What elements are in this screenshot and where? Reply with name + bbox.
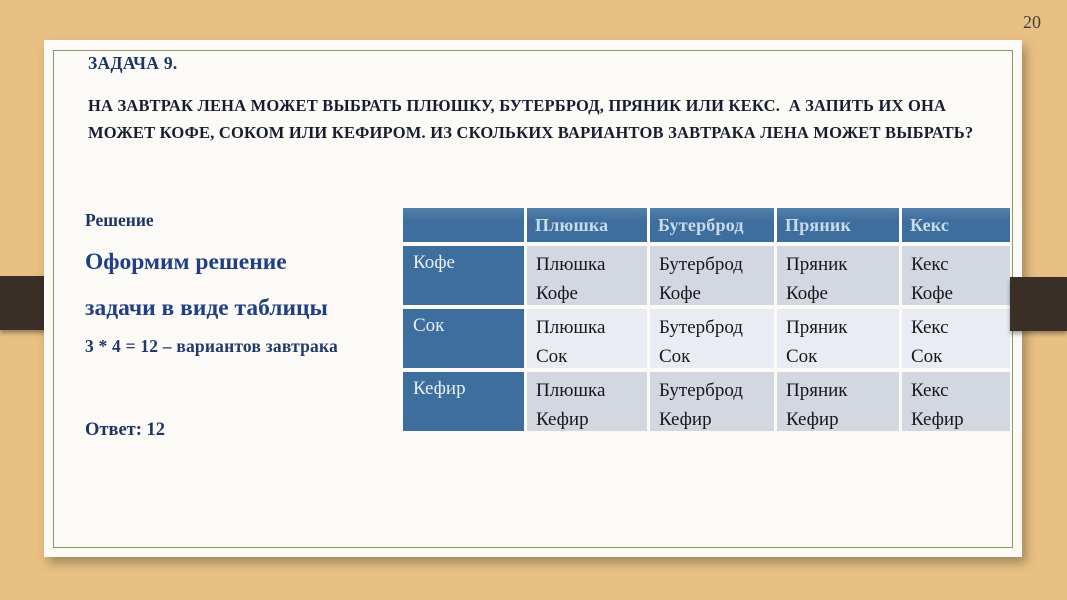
decorative-ribbon-right: [1010, 277, 1067, 331]
table-cell: [902, 246, 1010, 305]
cell-line: Пряник: [786, 380, 848, 401]
table-corner-cell: [403, 208, 524, 242]
cell-line: Сок: [536, 346, 568, 367]
solution-heading-line1: Оформим решение: [85, 249, 287, 275]
page-number: 20: [1023, 12, 1041, 32]
cell-line: Кекс: [911, 380, 949, 401]
column-header-pryanik: Пряник: [777, 208, 899, 242]
answer-text: Ответ: 12: [85, 420, 166, 440]
cell-line: Кофе: [786, 283, 828, 304]
table-cell: [527, 246, 647, 305]
cell-line: Бутерброд: [659, 380, 743, 401]
combinations-table: [403, 208, 1010, 431]
cell-line: Кефир: [786, 409, 839, 430]
row-header-kofe: Кофе: [403, 246, 524, 305]
cell-line: Плюшка: [536, 380, 606, 401]
cell-line: Кекс: [911, 317, 949, 338]
slide-title: ЗАДАЧА 9.: [88, 53, 178, 73]
table-cell: [527, 372, 647, 431]
table-cell: [777, 309, 899, 368]
cell-line: Кофе: [536, 283, 578, 304]
cell-line: Сок: [911, 346, 943, 367]
table-cell: [902, 372, 1010, 431]
cell-line: Сок: [659, 346, 691, 367]
table-cell: [527, 309, 647, 368]
solution-formula: 3 * 4 = 12 – вариантов завтрака: [85, 336, 338, 356]
cell-line: Кефир: [911, 409, 964, 430]
table-cell: [777, 246, 899, 305]
cell-line: Плюшка: [536, 254, 606, 275]
cell-line: Кефир: [536, 409, 589, 430]
column-header-keks: Кекс: [902, 208, 1010, 242]
table-cell: [650, 246, 774, 305]
solution-label: Решение: [85, 210, 154, 230]
problem-text: НА ЗАВТРАК ЛЕНА МОЖЕТ ВЫБРАТЬ ПЛЮШКУ, БУТЕРБРОД, ПРЯНИК ИЛИ КЕКС. А ЗАПИТЬ ИХ ОНА МОЖЕТ КОФЕ, СОКОМ ИЛИ КЕФИРОМ. ИЗ СКОЛЬКИХ ВАРИАНТОВ ЗАВТРАКА ЛЕНА МОЖЕТ ВЫБРАТЬ?: [88, 96, 974, 142]
column-header-buterbrod: Бутерброд: [650, 208, 774, 242]
table-cell: [650, 309, 774, 368]
solution-heading-line2: задачи в виде таблицы: [85, 295, 328, 321]
cell-line: Бутерброд: [659, 254, 743, 275]
slide: [44, 40, 1022, 557]
cell-line: Плюшка: [536, 317, 606, 338]
cell-line: Пряник: [786, 317, 848, 338]
cell-line: Сок: [786, 346, 818, 367]
cell-line: Кекс: [911, 254, 949, 275]
column-header-plyushka: Плюшка: [527, 208, 647, 242]
cell-line: Бутерброд: [659, 317, 743, 338]
cell-line: Кофе: [659, 283, 701, 304]
row-header-kefir: Кефир: [403, 372, 524, 431]
table-cell: [777, 372, 899, 431]
table-cell: [650, 372, 774, 431]
table-cell: [902, 309, 1010, 368]
cell-line: Кефир: [659, 409, 712, 430]
solution-heading: [85, 239, 328, 331]
cell-line: Пряник: [786, 254, 848, 275]
row-header-sok: Сок: [403, 309, 524, 368]
cell-line: Кофе: [911, 283, 953, 304]
